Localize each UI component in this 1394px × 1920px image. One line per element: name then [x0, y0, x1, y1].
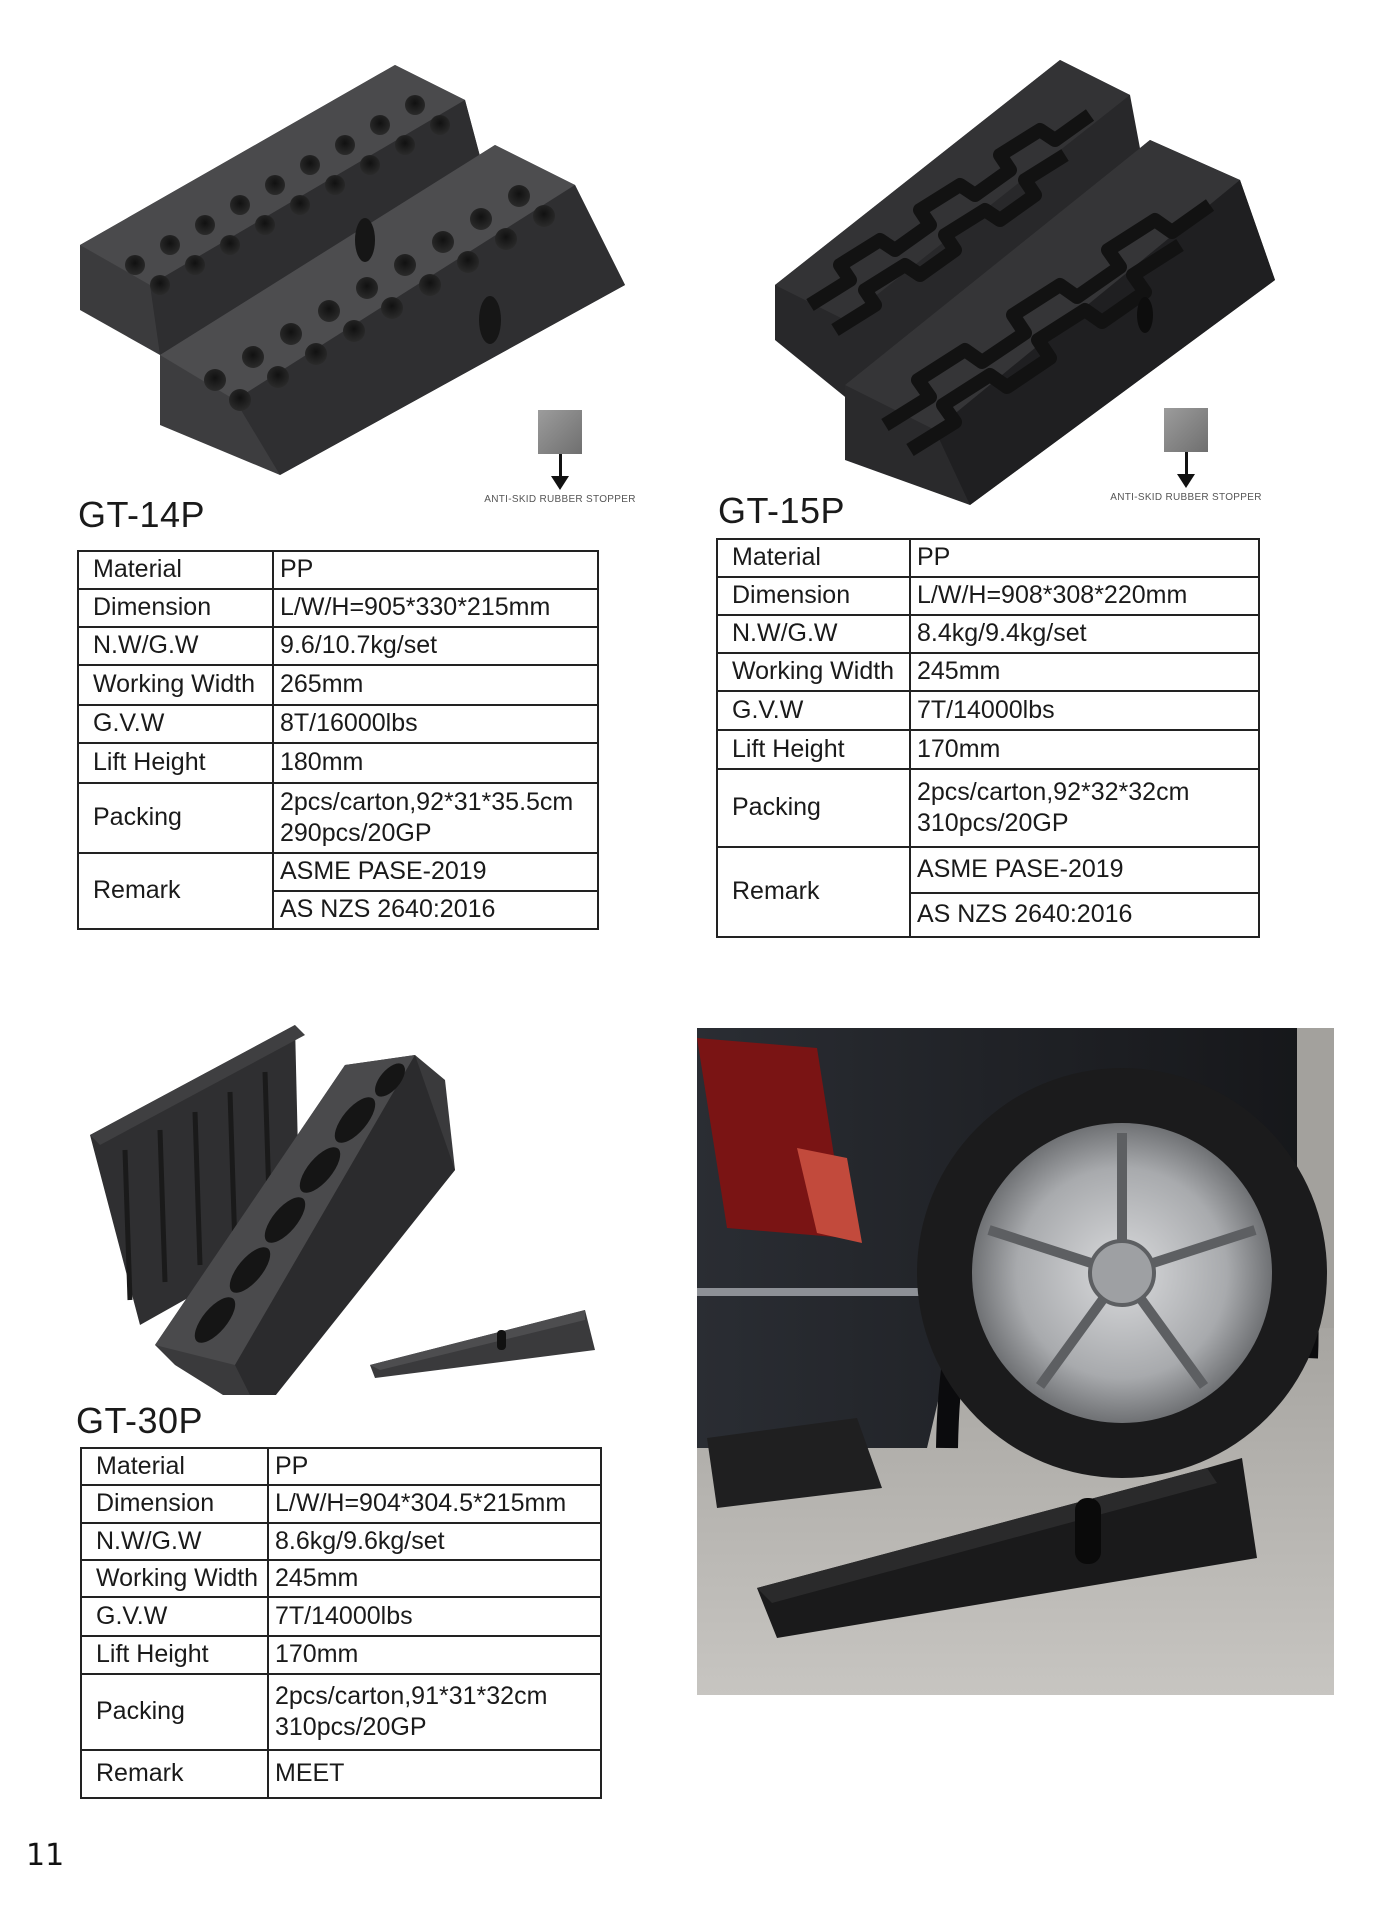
spec-label: Packing: [717, 769, 910, 847]
spec-value: 7T/14000lbs: [910, 691, 1259, 730]
spec-label: Working Width: [78, 665, 273, 705]
spec-label: Remark: [78, 853, 273, 929]
gt-14p-stopper-callout: [460, 410, 660, 505]
spec-label: G.V.W: [81, 1597, 268, 1636]
table-row: [717, 653, 1259, 691]
table-row: [78, 783, 598, 853]
table-row: [81, 1523, 601, 1560]
gt-30p-ramp-image: [85, 1020, 605, 1395]
spec-label: N.W/G.W: [78, 627, 273, 665]
spec-label: Remark: [717, 847, 910, 937]
table-row: [81, 1597, 601, 1636]
spec-label: Dimension: [78, 589, 273, 627]
spec-value: 9.6/10.7kg/set: [273, 627, 598, 665]
spec-value: MEET: [268, 1750, 601, 1798]
spec-label: Material: [717, 539, 910, 577]
spec-value: 2pcs/carton,91*31*32cm 310pcs/20GP: [268, 1674, 601, 1750]
table-row: [717, 615, 1259, 653]
stopper-caption: ANTI-SKID RUBBER STOPPER: [484, 494, 636, 505]
arrow-down-icon: [559, 454, 562, 476]
spec-label: G.V.W: [78, 705, 273, 743]
spec-label: Material: [81, 1448, 268, 1485]
spec-label: Remark: [81, 1750, 268, 1798]
page-number: 11: [26, 1838, 65, 1873]
spec-value: 170mm: [910, 730, 1259, 769]
spec-value: PP: [273, 551, 598, 589]
spec-value: 170mm: [268, 1636, 601, 1674]
spec-value: 8.6kg/9.6kg/set: [268, 1523, 601, 1560]
rubber-stopper-swatch: [538, 410, 582, 454]
spec-label: N.W/G.W: [717, 615, 910, 653]
table-row: [81, 1750, 601, 1798]
spec-value: 180mm: [273, 743, 598, 783]
table-row: [81, 1448, 601, 1485]
model-title-gt-14p: GT-14P: [78, 494, 206, 535]
spec-label: Lift Height: [81, 1636, 268, 1674]
table-row: [717, 539, 1259, 577]
spec-value: PP: [268, 1448, 601, 1485]
table-row: [78, 589, 598, 627]
spec-value: ASME PASE-2019: [273, 853, 598, 891]
table-row: [81, 1636, 601, 1674]
gt-15p-stopper-callout: [1086, 408, 1286, 503]
table-row: [717, 691, 1259, 730]
spec-label: Packing: [81, 1674, 268, 1750]
table-row: [78, 853, 598, 891]
table-row: [717, 577, 1259, 615]
spec-value: AS NZS 2640:2016: [273, 891, 598, 929]
spec-label: Lift Height: [78, 743, 273, 783]
rubber-stopper-swatch: [1164, 408, 1208, 452]
table-row: [717, 769, 1259, 847]
model-title-gt-15p: GT-15P: [718, 490, 846, 531]
gt-15p-spec-table: [716, 538, 1260, 938]
stopper-caption: ANTI-SKID RUBBER STOPPER: [1110, 492, 1262, 503]
table-row: [78, 705, 598, 743]
spec-value: L/W/H=908*308*220mm: [910, 577, 1259, 615]
spec-value: L/W/H=904*304.5*215mm: [268, 1485, 601, 1522]
arrow-down-icon: [1185, 452, 1188, 474]
spec-label: N.W/G.W: [81, 1523, 268, 1560]
spec-value: AS NZS 2640:2016: [910, 893, 1259, 937]
spec-label: Dimension: [717, 577, 910, 615]
spec-value: 8.4kg/9.4kg/set: [910, 615, 1259, 653]
spec-value: ASME PASE-2019: [910, 847, 1259, 893]
spec-value: 2pcs/carton,92*32*32cm 310pcs/20GP: [910, 769, 1259, 847]
spec-label: Working Width: [717, 653, 910, 691]
gt-30p-spec-table: [80, 1447, 602, 1799]
table-row: [81, 1674, 601, 1750]
spec-value: 245mm: [910, 653, 1259, 691]
table-row: [717, 847, 1259, 893]
table-row: [78, 627, 598, 665]
table-row: [81, 1560, 601, 1597]
table-row: [78, 743, 598, 783]
spec-label: Working Width: [81, 1560, 268, 1597]
spec-value: 8T/16000lbs: [273, 705, 598, 743]
spec-value: 265mm: [273, 665, 598, 705]
model-title-gt-30p: GT-30P: [76, 1400, 204, 1441]
spec-value: PP: [910, 539, 1259, 577]
table-row: [78, 551, 598, 589]
spec-label: Material: [78, 551, 273, 589]
table-row: [81, 1485, 601, 1522]
spec-value: 7T/14000lbs: [268, 1597, 601, 1636]
table-row: [78, 665, 598, 705]
table-row: [717, 730, 1259, 769]
spec-label: G.V.W: [717, 691, 910, 730]
car-on-ramp-photo: [697, 1028, 1334, 1695]
spec-value: 2pcs/carton,92*31*35.5cm 290pcs/20GP: [273, 783, 598, 853]
spec-label: Lift Height: [717, 730, 910, 769]
spec-value: L/W/H=905*330*215mm: [273, 589, 598, 627]
spec-label: Packing: [78, 783, 273, 853]
gt-14p-spec-table: [77, 550, 599, 930]
spec-label: Dimension: [81, 1485, 268, 1522]
spec-value: 245mm: [268, 1560, 601, 1597]
